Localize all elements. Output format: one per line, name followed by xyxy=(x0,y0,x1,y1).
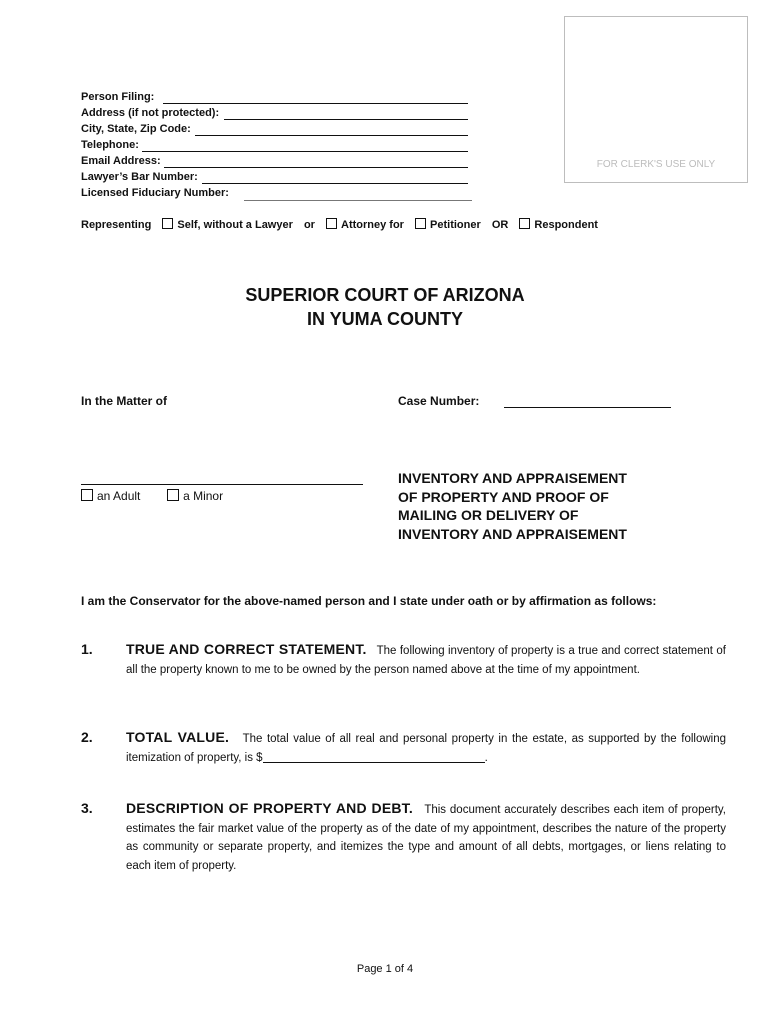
bar-number-field[interactable] xyxy=(202,183,468,184)
section-2-heading: TOTAL VALUE. xyxy=(126,729,230,745)
respondent-option-label: Respondent xyxy=(534,219,598,231)
matter-label: In the Matter of xyxy=(81,394,167,408)
document-title-line2: OF PROPERTY AND PROOF OF xyxy=(398,488,609,505)
email-label: Email Address: xyxy=(81,155,161,167)
self-checkbox[interactable] xyxy=(162,218,173,229)
adult-label: an Adult xyxy=(97,489,141,503)
document-title-line3: MAILING OR DELIVERY OF xyxy=(398,507,579,523)
section-1-number: 1. xyxy=(81,641,93,657)
email-field[interactable] xyxy=(164,167,468,168)
page-number: Page 1 of 4 xyxy=(356,963,414,975)
address-label: Address (if not protected): xyxy=(81,107,220,119)
telephone-label: Telephone: xyxy=(81,139,139,151)
section-1-text: The following inventory of property is a true and correct statement of all the property known to me to be owned by the person named above at the time of my appointment. xyxy=(126,645,726,676)
court-title-line1: SUPERIOR COURT OF ARIZONA xyxy=(245,285,525,305)
case-number-field[interactable] xyxy=(504,407,671,408)
section-3-text: This document accurately describes each item of property, estimates the fair market value of the property as of the date of my appointment, describes the nature of the property as community or separate property, and itemizes the type and amount of all debts, mortgages, or liens relating to each item of property. xyxy=(126,804,726,872)
clerk-use-box xyxy=(564,16,748,183)
court-title-line2: IN YUMA COUNTY xyxy=(306,309,463,329)
person-filing-field[interactable] xyxy=(163,103,468,104)
adult-minor-row xyxy=(81,489,223,503)
self-option-label: Self, without a Lawyer xyxy=(177,219,293,231)
oath-statement: I am the Conservator for the above-named person and I state under oath or by affirmation as follows: xyxy=(81,594,657,608)
section-2-text: The total value of all real and personal property in the estate, as supported by the following itemization of property, is $ xyxy=(126,733,726,764)
person-filing-label: Person Filing: xyxy=(81,91,155,103)
section-3-heading: DESCRIPTION OF PROPERTY AND DEBT. xyxy=(126,800,413,816)
attorney-checkbox[interactable] xyxy=(326,218,337,229)
fiduciary-number-field[interactable] xyxy=(244,200,472,201)
representing-label: Representing xyxy=(81,219,152,231)
section-2-text-end: . xyxy=(484,751,488,764)
bar-number-label: Lawyer’s Bar Number: xyxy=(81,171,198,183)
city-state-zip-label: City, State, Zip Code: xyxy=(81,123,191,135)
case-number-label: Case Number: xyxy=(398,394,480,408)
representing-row xyxy=(81,218,598,231)
section-2 xyxy=(126,728,726,767)
section-1-heading: TRUE AND CORRECT STATEMENT. xyxy=(126,641,367,657)
document-title xyxy=(398,469,627,543)
minor-label: a Minor xyxy=(183,489,224,503)
address-field[interactable] xyxy=(224,119,468,120)
respondent-checkbox[interactable] xyxy=(519,218,530,229)
fiduciary-number-label: Licensed Fiduciary Number: xyxy=(81,187,229,199)
city-state-zip-field[interactable] xyxy=(195,135,468,136)
or-text: or xyxy=(303,219,315,231)
minor-checkbox[interactable] xyxy=(167,489,179,501)
petitioner-option-label: Petitioner xyxy=(430,219,481,231)
matter-name-field[interactable] xyxy=(81,484,363,485)
section-2-number: 2. xyxy=(81,729,93,745)
section-1 xyxy=(126,640,726,679)
document-title-line1: INVENTORY AND APPRAISEMENT xyxy=(398,470,627,486)
attorney-option-label: Attorney for xyxy=(341,219,404,231)
section-3-number: 3. xyxy=(81,800,93,816)
or-text-2: OR xyxy=(491,219,509,231)
total-value-field[interactable] xyxy=(263,751,485,763)
clerk-use-label: FOR CLERK'S USE ONLY xyxy=(596,159,716,170)
document-title-line4: INVENTORY AND APPRAISEMENT xyxy=(398,525,627,542)
section-3 xyxy=(126,799,726,875)
petitioner-checkbox[interactable] xyxy=(415,218,426,229)
adult-checkbox[interactable] xyxy=(81,489,93,501)
telephone-field[interactable] xyxy=(142,151,468,152)
